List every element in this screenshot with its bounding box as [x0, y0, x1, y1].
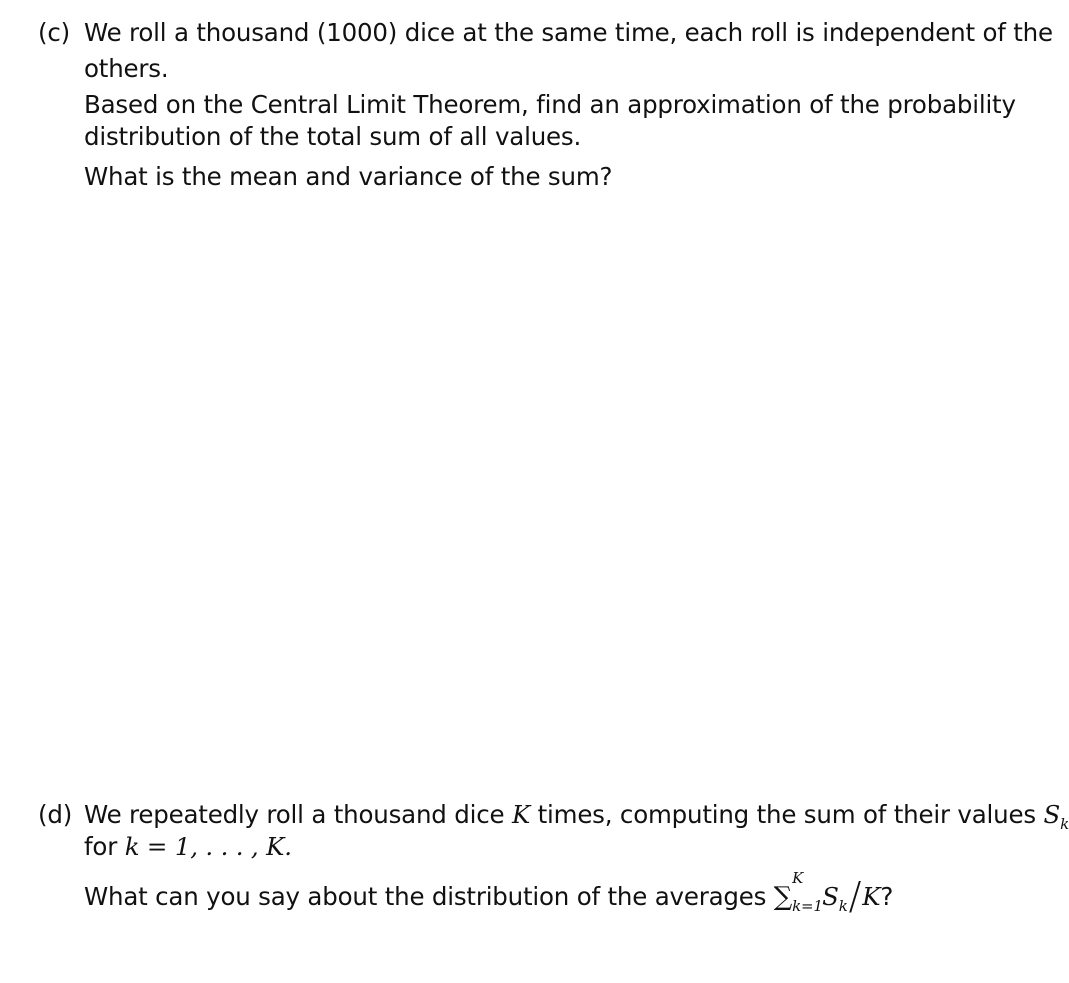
- problem-d-line-2-text: for: [84, 832, 125, 861]
- problem-c-line-1: We roll a thousand (1000) dice at the same time, each roll is independent of the: [84, 18, 1053, 47]
- sum-term-subscript: k: [838, 896, 848, 915]
- problem-c-line-4: distribution of the total sum of all values.: [84, 122, 582, 151]
- divisor-K: K: [862, 882, 881, 911]
- problem-d-line-3: [84, 869, 894, 918]
- problem-c-line-5: What is the mean and variance of the sum?: [84, 162, 613, 191]
- problem-c-label: (c): [38, 18, 70, 47]
- problem-c-line-3: Based on the Central Limit Theorem, find an approximation of the probability: [84, 90, 1016, 119]
- sum-term-S: S: [822, 882, 839, 911]
- variable-K: K: [511, 800, 531, 829]
- sum-lower-limit: k=1: [792, 897, 823, 915]
- index-range-math: k = 1, . . . , K.: [124, 832, 292, 861]
- question-mark: ?: [880, 882, 894, 911]
- problem-d-line-1: [84, 800, 1069, 833]
- problem-c-line-2: others.: [84, 54, 169, 83]
- sum-upper-limit: K: [792, 869, 804, 887]
- problem-d-label: (d): [38, 800, 73, 829]
- problem-d-line-3-text: What can you say about the distribution of the averages: [84, 882, 774, 911]
- subscript-k: k: [1060, 814, 1069, 833]
- problem-d-line-2: [84, 832, 292, 861]
- problem-d-line-1-text-a: We repeatedly roll a thousand dice: [84, 800, 512, 829]
- division-slash-icon: /: [848, 874, 862, 918]
- variable-S: S: [1043, 800, 1061, 829]
- summation-icon: ∑: [773, 882, 793, 912]
- problem-d-line-1-text-b: times, computing the sum of their values: [530, 800, 1044, 829]
- summation-limits: [792, 869, 823, 915]
